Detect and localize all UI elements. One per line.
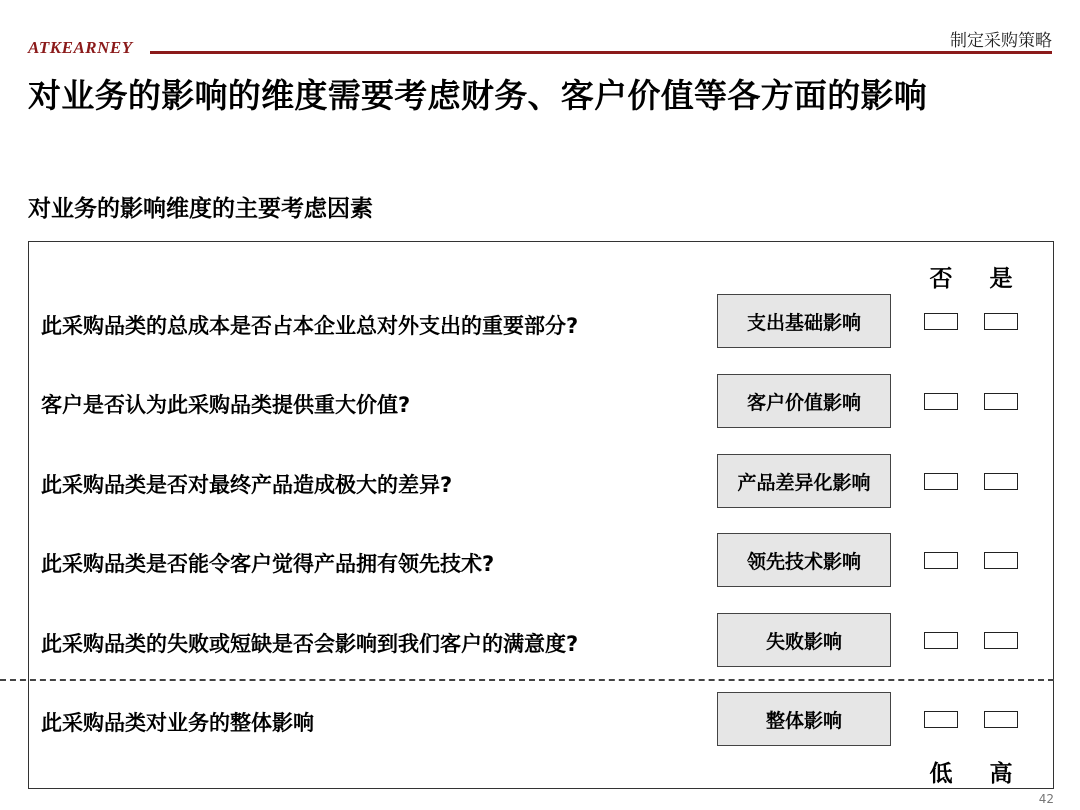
checkbox-no[interactable]: [924, 473, 958, 490]
checkbox-yes[interactable]: [984, 393, 1018, 410]
column-foot-high: 高: [989, 761, 1013, 787]
impact-tag: 支出基础影响: [717, 294, 891, 348]
kearney-logo: ATKEARNEY: [28, 38, 133, 57]
page-title: 对业务的影响的维度需要考虑财务、客户价值等各方面的影响: [28, 76, 928, 115]
question-text: 此采购品类的总成本是否占本企业总对外支出的重要部分?: [41, 314, 579, 338]
checkbox-low[interactable]: [924, 711, 958, 728]
checkbox-no[interactable]: [924, 552, 958, 569]
question-text: 此采购品类的失败或短缺是否会影响到我们客户的满意度?: [41, 632, 579, 656]
checkbox-no[interactable]: [924, 393, 958, 410]
checkbox-no[interactable]: [924, 632, 958, 649]
checkbox-yes[interactable]: [984, 552, 1018, 569]
impact-tag: 领先技术影响: [717, 533, 891, 587]
checkbox-no[interactable]: [924, 313, 958, 330]
checkbox-yes[interactable]: [984, 473, 1018, 490]
page-number: 42: [1038, 792, 1054, 806]
checkbox-yes[interactable]: [984, 632, 1018, 649]
column-head-yes: 是: [989, 266, 1013, 292]
header-rule: [150, 51, 1052, 54]
impact-tag: 失败影响: [717, 613, 891, 667]
overall-text: 此采购品类对业务的整体影响: [41, 711, 314, 735]
question-text: 此采购品类是否能令客户觉得产品拥有领先技术?: [41, 552, 495, 576]
dashed-divider: [0, 679, 1054, 681]
column-head-no: 否: [929, 266, 953, 292]
subtitle: 对业务的影响维度的主要考虑因素: [28, 196, 373, 222]
checkbox-yes[interactable]: [984, 313, 1018, 330]
question-text: 此采购品类是否对最终产品造成极大的差异?: [41, 473, 453, 497]
impact-tag: 客户价值影响: [717, 374, 891, 428]
column-foot-low: 低: [929, 761, 953, 787]
checkbox-high[interactable]: [984, 711, 1018, 728]
question-text: 客户是否认为此采购品类提供重大价值?: [41, 393, 411, 417]
section-label: 制定采购策略: [950, 31, 1052, 51]
overall-tag: 整体影响: [717, 692, 891, 746]
impact-tag: 产品差异化影响: [717, 454, 891, 508]
